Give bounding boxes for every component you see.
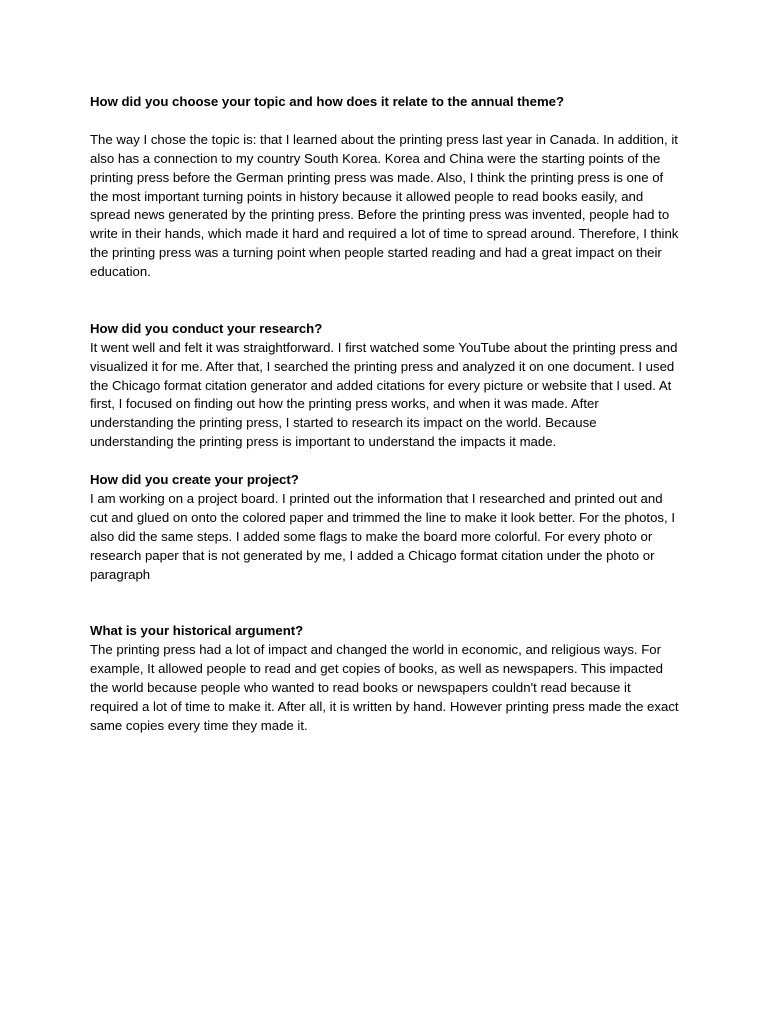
question-project-creation: How did you create your project?	[90, 472, 299, 488]
question-historical-argument: What is your historical argument?	[90, 623, 304, 639]
answer-historical-argument: The printing press had a lot of impact and changed the world in economic, and religious ways. For example, It allowed people to read and get copies of books, as well as newspapers. This impacted the world because people who wanted to read books or newspapers couldn't read because it required a lot of time to make it. After all, it is written by hand. However printing press made the exact same copies every time they made it.	[90, 642, 679, 733]
question-topic-choice: How did you choose your topic and how does it relate to the annual theme?	[90, 94, 565, 109]
answer-project-creation: I am working on a project board. I printed out the information that I researched and printed out and cut and glued on onto the colored paper and trimmed the line to make it look better. For the photos, I also did the same steps. I added some flags to make the board more colorful. For every photo or research paper that is not generated by me, I added a Chicago format citation under the photo or paragraph	[90, 490, 676, 582]
answer-research: It went well and felt it was straightforward. I first watched some YouTube about the printing press and visualized it for me. After that, I searched the printing press and analyzed it on one document. I used the Chicago format citation generator and added citations for every picture or website that I used. At first, I focused on finding out how the printing press works, and when it was made. After understanding the printing press, I started to research its impact on the world. Because understanding the printing press is important to understand the impacts it made.	[90, 339, 678, 450]
spacer	[90, 282, 682, 320]
spacer	[90, 585, 682, 623]
spacer	[90, 452, 682, 471]
document-body	[90, 93, 682, 736]
spacer	[90, 112, 682, 131]
answer-topic-choice: The way I chose the topic is: that I learned about the printing press last year in Canada. In addition, it also has a connection to my country South Korea. Korea and China were the starting points of the printing press before the German printing press was made. Also, I think the printing press is one of the most important turning points in history because it allowed people to read books easily, and spread news generated by the printing press. Before the printing press was invented, people had to write in their hands, which made it hard and required a lot of time to spread around. Therefore, I think the printing press was a turning point when people started reading and had a great impact on their education.	[90, 131, 679, 280]
question-research: How did you conduct your research?	[90, 320, 323, 336]
